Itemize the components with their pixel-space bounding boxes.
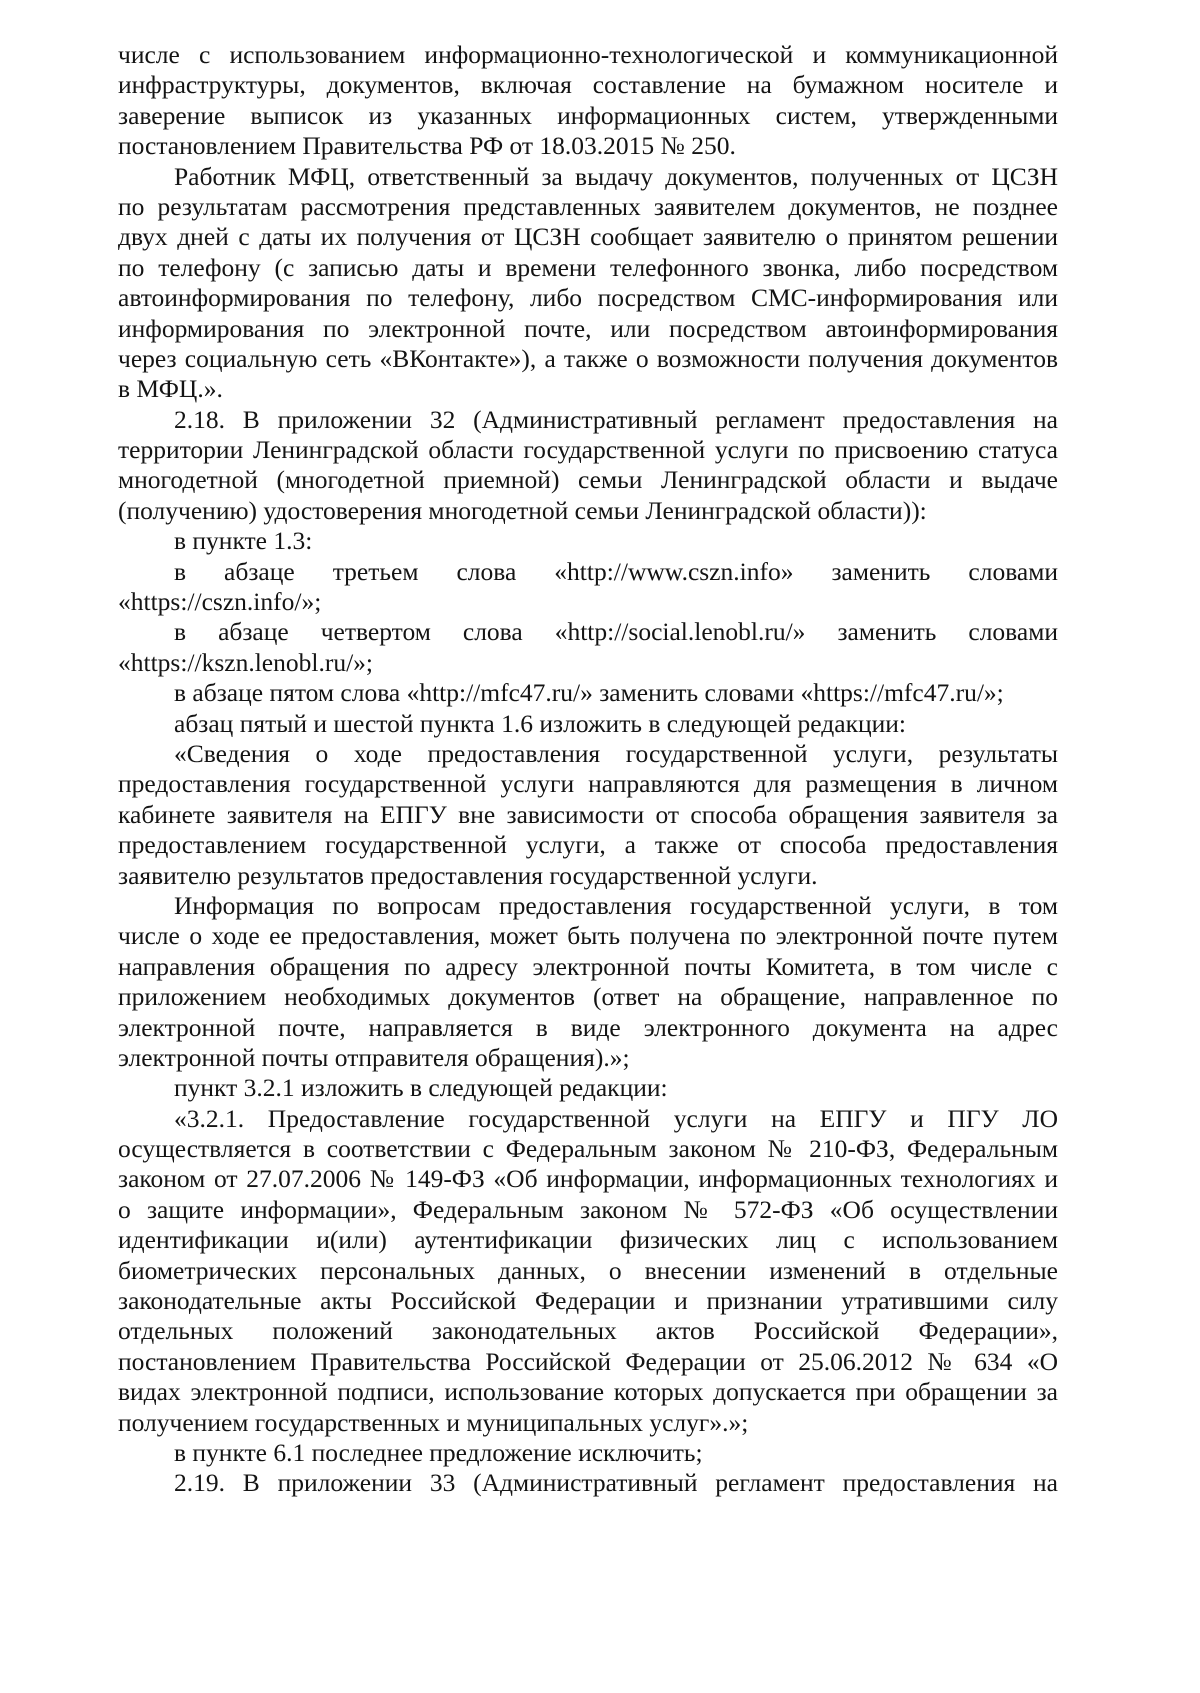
text-line: «https://kszn.lenobl.ru/»;: [118, 647, 373, 677]
text-line: в пункте 1.3:: [174, 526, 313, 556]
text-line: пункт 3.2.1 изложить в следующей редакции:: [174, 1073, 668, 1103]
text-line: двух дней с даты их получения от ЦСЗН сообщает заявителю о принятом решении: [118, 222, 1058, 252]
text-line: многодетной (многодетной приемной) семьи Ленинградской области и выдаче: [118, 465, 1058, 495]
text-line: 2.18. В приложении 32 (Административный регламент предоставления на: [174, 404, 1058, 434]
text-line: по телефону (с записью даты и времени телефонного звонка, либо посредством: [118, 252, 1058, 282]
text-line: 2.19. В приложении 33 (Административный регламент предоставления на: [174, 1468, 1058, 1498]
text-line: в пункте 6.1 последнее предложение исключить;: [174, 1437, 703, 1467]
text-line: предоставления государственной услуги направляются для размещения в личном: [118, 769, 1058, 799]
text-line: осуществляется в соответствии с Федеральным законом № 210-ФЗ, Федеральным: [118, 1134, 1058, 1164]
text-line: через социальную сеть «ВКонтакте»), а также о возможности получения документов: [118, 343, 1058, 373]
text-line: числе о ходе ее предоставления, может быть получена по электронной почте путем: [118, 921, 1058, 951]
text-line: Информация по вопросам предоставления государственной услуги, в том: [174, 890, 1058, 920]
text-line: получением государственных и муниципальных услуг».»;: [118, 1407, 749, 1437]
text-line: заверение выписок из указанных информационных систем, утвержденными: [118, 100, 1058, 130]
text-line: автоинформирования по телефону, либо посредством СМС-информирования или: [118, 283, 1058, 313]
text-line: заявителю результатов предоставления государственной услуги.: [118, 860, 818, 890]
text-line: биометрических персональных данных, о внесении изменений в отдельные: [118, 1255, 1058, 1285]
text-line: законодательные акты Российской Федерации и признании утратившими силу: [118, 1286, 1058, 1316]
text-line: Работник МФЦ, ответственный за выдачу документов, полученных от ЦСЗН: [174, 161, 1058, 191]
text-line: о защите информации», Федеральным законом № 572-ФЗ «Об осуществлении: [118, 1194, 1058, 1224]
text-line: приложением необходимых документов (ответ на обращение, направленное по: [118, 982, 1058, 1012]
text-line: предоставлением государственной услуги, а также от способа предоставления: [118, 830, 1058, 860]
text-line: абзац пятый и шестой пункта 1.6 изложить в следующей редакции:: [174, 708, 906, 738]
text-line: «Сведения о ходе предоставления государственной услуги, результаты: [174, 738, 1058, 768]
text-line: в абзаце четвертом слова «http://social.lenobl.ru/» заменить словами: [174, 617, 1058, 647]
document-page: [118, 40, 1058, 1499]
text-line: территории Ленинградской области государственной услуги по присвоению статуса: [118, 435, 1058, 465]
text-line: в МФЦ.».: [118, 374, 223, 404]
text-line: направления обращения по адресу электронной почты Комитета, в том числе с: [118, 951, 1058, 981]
text-line: постановлением Правительства РФ от 18.03.2015 № 250.: [118, 131, 736, 161]
text-line: электронной почты отправителя обращения).»;: [118, 1042, 630, 1072]
text-line: «https://cszn.info/»;: [118, 587, 322, 617]
text-line: в абзаце пятом слова «http://mfc47.ru/» заменить словами «https://mfc47.ru/»;: [174, 678, 1004, 708]
text-line: информирования по электронной почте, или посредством автоинформирования: [118, 313, 1058, 343]
text-line: инфраструктуры, документов, включая составление на бумажном носителе и: [118, 70, 1058, 100]
text-line: кабинете заявителя на ЕПГУ вне зависимости от способа обращения заявителя за: [118, 799, 1058, 829]
text-line: отдельных положений законодательных актов Российской Федерации»,: [118, 1316, 1058, 1346]
text-line: электронной почте, направляется в виде электронного документа на адрес: [118, 1012, 1058, 1042]
text-line: видах электронной подписи, использование которых допускается при обращении за: [118, 1377, 1058, 1407]
text-line: идентификации и(или) аутентификации физических лиц с использованием: [118, 1225, 1058, 1255]
text-line: в абзаце третьем слова «http://www.cszn.info» заменить словами: [174, 556, 1058, 586]
text-line: числе с использованием информационно-технологической и коммуникационной: [118, 40, 1058, 69]
text-line: по результатам рассмотрения представленных заявителем документов, не позднее: [118, 191, 1058, 221]
text-line: (получению) удостоверения многодетной семьи Ленинградской области)):: [118, 495, 927, 525]
text-line: «3.2.1. Предоставление государственной услуги на ЕПГУ и ПГУ ЛО: [174, 1103, 1058, 1133]
text-line: постановлением Правительства Российской Федерации от 25.06.2012 № 634 «О: [118, 1346, 1058, 1376]
text-line: законом от 27.07.2006 № 149-ФЗ «Об информации, информационных технологиях и: [118, 1164, 1058, 1194]
